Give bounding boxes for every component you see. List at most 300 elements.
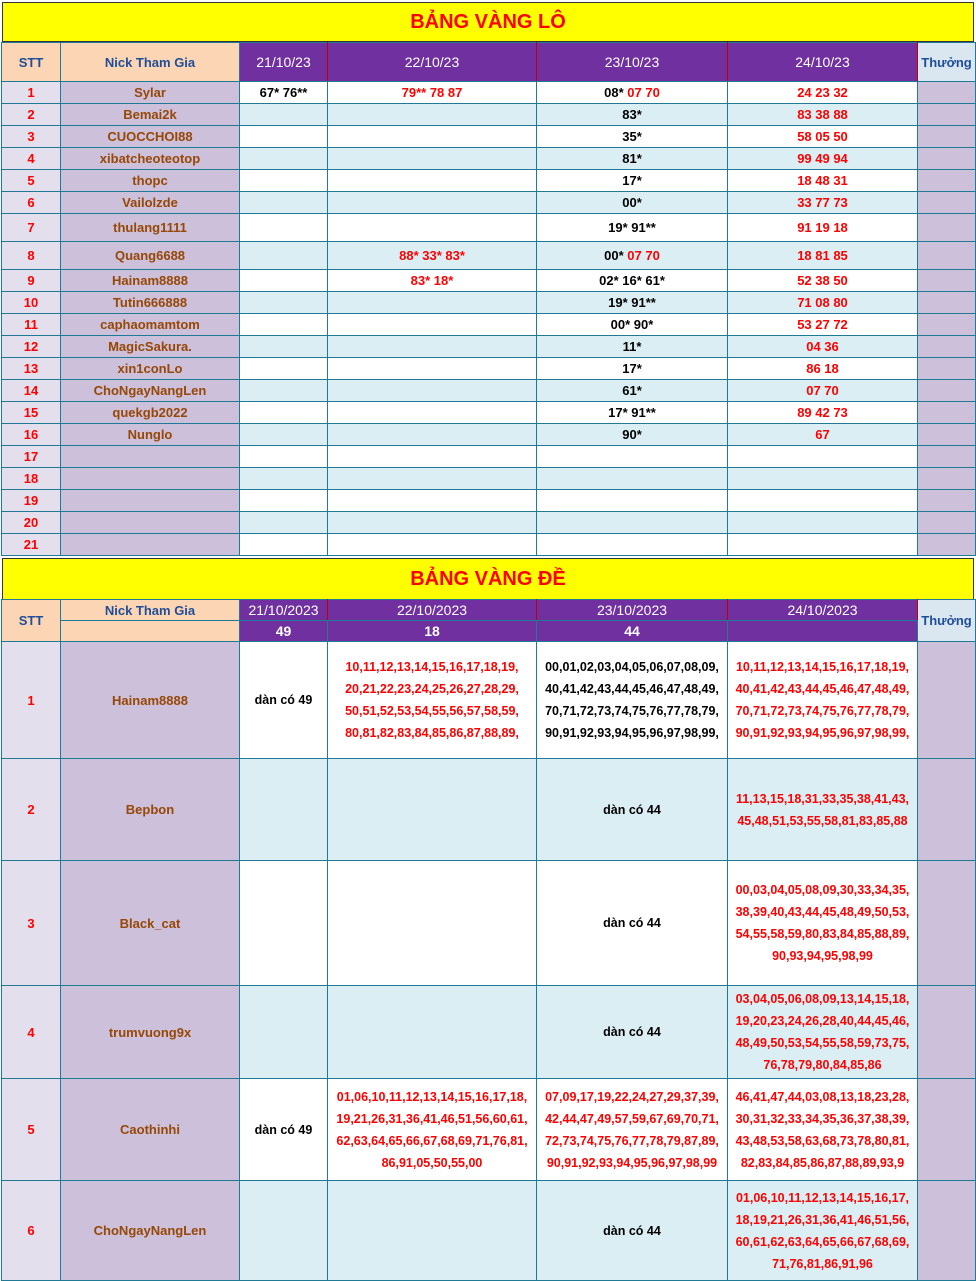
lo-header-date-3: 23/10/23 (537, 43, 728, 82)
de-number-line: 42,44,47,49,57,59,67,69,70,71, (545, 1111, 719, 1126)
lo-header-stt: STT (2, 43, 61, 82)
lo-row-day-4 (728, 104, 918, 126)
lo-number-text: 89 42 73 (797, 405, 848, 420)
de-row-stt: 3 (2, 861, 61, 986)
lo-row-stt: 9 (2, 270, 61, 292)
de-row-day-1: dàn có 49 (240, 642, 328, 759)
lo-row-day-4 (728, 314, 918, 336)
de-table-row (2, 642, 976, 759)
lo-number-text: 35* (622, 129, 642, 144)
de-row-day-3: dàn có 44 (537, 759, 728, 861)
de-number-line: 70,71,72,73,74,75,76,77,78,79, (545, 704, 719, 718)
lo-row-day-3 (537, 82, 728, 104)
de-number-line: 40,41,42,43,44,45,46,47,48,49, (735, 682, 910, 696)
lo-row-day-3 (537, 270, 728, 292)
lo-table-row (2, 468, 976, 490)
lo-row-day-2 (328, 534, 537, 556)
de-row-nick: Caothinhi (61, 1079, 240, 1181)
lo-row-stt: 3 (2, 126, 61, 148)
lo-header-date-4: 24/10/23 (728, 43, 918, 82)
lo-row-thuong (918, 380, 976, 402)
de-number-line: 82,83,84,85,86,87,88,89,93,9 (740, 1155, 905, 1170)
de-row-stt: 1 (2, 642, 61, 759)
lo-row-day-3 (537, 446, 728, 468)
lo-row-day-4 (728, 82, 918, 104)
lo-table-row (2, 192, 976, 214)
lo-row-stt: 13 (2, 358, 61, 380)
de-row-nick: trumvuong9x (61, 986, 240, 1079)
lo-row-stt: 16 (2, 424, 61, 446)
lo-row-nick: Bemai2k (61, 104, 240, 126)
lo-number-text: 19* 91** (608, 220, 656, 235)
lo-row-day-1 (240, 270, 328, 292)
lo-row-day-3 (537, 292, 728, 314)
lo-row-day-1 (240, 170, 328, 192)
lo-number-text: 07 70 (806, 383, 839, 398)
lo-row-thuong (918, 126, 976, 148)
lo-row-day-2 (328, 148, 537, 170)
de-row-day-2 (328, 986, 537, 1079)
lo-row-thuong (918, 104, 976, 126)
de-table (1, 599, 976, 1281)
de-row-thuong (918, 986, 976, 1079)
de-number-line: 90,91,92,93,94,95,96,97,98,99, (545, 726, 719, 740)
lo-row-day-2 (328, 104, 537, 126)
lo-row-nick: MagicSakura. (61, 336, 240, 358)
lo-row-nick: Sylar (61, 82, 240, 104)
lo-row-day-1 (240, 358, 328, 380)
lo-row-stt: 15 (2, 402, 61, 424)
lo-number-text: 88* 33* 83* (399, 248, 465, 263)
lo-row-day-2 (328, 446, 537, 468)
lo-row-day-1 (240, 336, 328, 358)
lo-row-day-3 (537, 314, 728, 336)
lo-row-nick (61, 512, 240, 534)
de-row-day-1: dàn có 49 (240, 1079, 328, 1181)
de-row-nick: Black_cat (61, 861, 240, 986)
lo-row-day-4 (728, 148, 918, 170)
lo-row-day-2 (328, 214, 537, 242)
de-row-day-4 (728, 642, 918, 759)
de-table-row (2, 1181, 976, 1281)
lo-row-nick: quekgb2022 (61, 402, 240, 424)
lo-row-day-1 (240, 468, 328, 490)
lo-table-row (2, 292, 976, 314)
de-number-line: 38,39,40,43,44,45,48,49,50,53, (735, 905, 910, 919)
lo-number-text: 90* (622, 427, 642, 442)
lo-row-stt: 10 (2, 292, 61, 314)
lo-row-day-1 (240, 534, 328, 556)
de-row-thuong (918, 642, 976, 759)
lo-row-day-4 (728, 424, 918, 446)
lo-table-row (2, 358, 976, 380)
lo-number-text: 91 19 18 (797, 220, 848, 235)
lo-row-day-1 (240, 214, 328, 242)
de-result-4 (728, 621, 918, 642)
de-number-line: 60,61,62,63,64,65,66,67,68,69, (735, 1234, 910, 1249)
lo-row-day-2 (328, 468, 537, 490)
de-header-thuong: Thưởng (918, 600, 976, 642)
lo-number-text: 53 27 72 (797, 317, 848, 332)
lo-row-day-1 (240, 292, 328, 314)
lo-row-nick: Tutin666888 (61, 292, 240, 314)
lo-row-day-4 (728, 126, 918, 148)
de-row-thuong (918, 1181, 976, 1281)
lo-row-day-3 (537, 148, 728, 170)
lo-row-day-1 (240, 82, 328, 104)
de-row-day-1 (240, 861, 328, 986)
lo-row-nick (61, 534, 240, 556)
lo-title-banner (2, 2, 974, 42)
de-row-day-4 (728, 986, 918, 1079)
lo-row-day-3 (537, 126, 728, 148)
lo-row-thuong (918, 358, 976, 380)
lo-row-day-3 (537, 512, 728, 534)
lo-row-stt: 4 (2, 148, 61, 170)
de-header-nick-blank (61, 621, 240, 642)
lo-number-text: 61* (622, 383, 642, 398)
lo-row-thuong (918, 424, 976, 446)
lo-number-text: 00* 90* (610, 317, 654, 332)
lo-number-text: 67 (815, 427, 830, 442)
lo-row-day-3 (537, 358, 728, 380)
lo-row-day-2 (328, 490, 537, 512)
lo-row-day-4 (728, 292, 918, 314)
de-number-line: 72,73,74,75,76,77,78,79,87,89, (545, 1133, 719, 1148)
lo-number-text: 08* (604, 85, 628, 100)
de-number-line: 00,03,04,05,08,09,30,33,34,35, (735, 883, 910, 897)
lo-row-day-1 (240, 424, 328, 446)
de-number-line: 18,19,21,26,31,36,41,46,51,56, (735, 1212, 910, 1227)
de-row-stt: 5 (2, 1079, 61, 1181)
de-number-line: 00,01,02,03,04,05,06,07,08,09, (545, 660, 719, 674)
lo-row-day-2 (328, 292, 537, 314)
de-body (2, 642, 976, 1281)
de-title: BẢNG VÀNG ĐỀ (410, 567, 566, 590)
lo-header-row (2, 43, 976, 82)
de-number-line: 90,91,92,93,94,95,96,97,98,99, (735, 726, 910, 740)
lo-row-day-4 (728, 490, 918, 512)
lo-row-day-4 (728, 242, 918, 270)
de-number-line: 45,48,51,53,55,58,81,83,85,88 (737, 813, 908, 828)
lo-table-row (2, 170, 976, 192)
lo-table-row (2, 446, 976, 468)
lo-number-text: 11* (622, 339, 642, 354)
de-row-day-3 (537, 642, 728, 759)
lo-number-text: 81* (622, 151, 642, 166)
de-header-nick: Nick Tham Gia (61, 600, 240, 621)
lo-row-day-3 (537, 170, 728, 192)
lo-number-text: 17* 91** (608, 405, 656, 420)
de-number-line: 90,91,92,93,94,95,96,97,98,99 (546, 1155, 718, 1170)
lo-row-thuong (918, 402, 976, 424)
de-row-nick: Hainam8888 (61, 642, 240, 759)
de-row-stt: 4 (2, 986, 61, 1079)
lo-row-thuong (918, 468, 976, 490)
de-result-3: 44 (537, 621, 728, 642)
de-number-line: 43,48,53,58,63,68,73,78,80,81, (735, 1133, 910, 1148)
lo-row-day-1 (240, 446, 328, 468)
de-result-2: 18 (328, 621, 537, 642)
de-header-date-1: 21/10/2023 (240, 600, 328, 621)
lo-row-day-4 (728, 192, 918, 214)
lo-row-day-3 (537, 336, 728, 358)
lo-number-text: 83* (622, 107, 642, 122)
de-table-row (2, 861, 976, 986)
de-row-day-2 (328, 861, 537, 986)
lo-number-text: 17* (622, 361, 642, 376)
lo-row-nick: Hainam8888 (61, 270, 240, 292)
lo-row-day-2 (328, 170, 537, 192)
lo-row-thuong (918, 82, 976, 104)
lo-row-day-3 (537, 424, 728, 446)
de-row-day-4 (728, 1079, 918, 1181)
lo-number-text: 17* (622, 173, 642, 188)
lo-row-stt: 1 (2, 82, 61, 104)
lo-row-stt: 6 (2, 192, 61, 214)
lo-number-text: 83 38 88 (797, 107, 848, 122)
de-number-line: 71,76,81,86,91,96 (772, 1256, 873, 1271)
lo-row-day-1 (240, 126, 328, 148)
lo-row-day-1 (240, 314, 328, 336)
lo-row-stt: 18 (2, 468, 61, 490)
de-number-line: 10,11,12,13,14,15,16,17,18,19, (735, 660, 910, 674)
lo-row-thuong (918, 292, 976, 314)
lo-row-nick (61, 490, 240, 512)
lo-row-thuong (918, 214, 976, 242)
lo-number-text: 79** 78 87 (401, 85, 463, 100)
de-number-line: 10,11,12,13,14,15,16,17,18,19, (345, 660, 519, 674)
lo-row-nick: thopc (61, 170, 240, 192)
lo-row-stt: 17 (2, 446, 61, 468)
de-header-date-2: 22/10/2023 (328, 600, 537, 621)
de-row-stt: 6 (2, 1181, 61, 1281)
de-number-line: 50,51,52,53,54,55,56,57,58,59, (345, 704, 519, 718)
lo-row-day-4 (728, 214, 918, 242)
lo-row-nick: CUOCCHOI88 (61, 126, 240, 148)
lo-row-day-2 (328, 242, 537, 270)
de-row-day-1 (240, 759, 328, 861)
lo-table-row (2, 314, 976, 336)
de-row-day-2 (328, 1181, 537, 1281)
de-table-row (2, 759, 976, 861)
lo-number-text: 18 48 31 (797, 173, 848, 188)
lo-table (1, 42, 976, 556)
lo-number-text: 04 36 (806, 339, 839, 354)
lo-row-day-2 (328, 358, 537, 380)
de-number-line: 76,78,79,80,84,85,86 (763, 1058, 882, 1072)
de-row-thuong (918, 861, 976, 986)
de-number-line: 03,04,05,06,08,09,13,14,15,18, (735, 992, 910, 1006)
de-number-line: 01,06,10,11,12,13,14,15,16,17, (735, 1190, 910, 1205)
lo-row-thuong (918, 192, 976, 214)
lo-row-day-4 (728, 270, 918, 292)
lo-table-row (2, 424, 976, 446)
lo-row-thuong (918, 512, 976, 534)
lo-number-text: 00* (604, 248, 628, 263)
de-header-date-4: 24/10/2023 (728, 600, 918, 621)
lo-table-row (2, 534, 976, 556)
lo-row-stt: 11 (2, 314, 61, 336)
de-row-day-2 (328, 1079, 537, 1181)
lo-row-nick: caphaomamtom (61, 314, 240, 336)
lo-row-day-2 (328, 270, 537, 292)
lo-number-text: 07 70 (627, 85, 660, 100)
lo-row-day-4 (728, 380, 918, 402)
de-number-line: 01,06,10,11,12,13,14,15,16,17,18, (336, 1089, 528, 1104)
lo-number-text: 24 23 32 (797, 85, 848, 100)
lo-row-stt: 5 (2, 170, 61, 192)
de-row-thuong (918, 759, 976, 861)
de-row-stt: 2 (2, 759, 61, 861)
de-row-day-1 (240, 986, 328, 1079)
lo-header-date-1: 21/10/23 (240, 43, 328, 82)
lo-table-row (2, 490, 976, 512)
lo-row-day-3 (537, 380, 728, 402)
lo-number-text: 67* 76** (259, 85, 308, 100)
lo-row-day-1 (240, 104, 328, 126)
lo-row-day-2 (328, 336, 537, 358)
lo-table-row (2, 402, 976, 424)
de-number-line: 54,55,58,59,80,83,84,85,88,89, (735, 927, 910, 941)
lo-row-day-1 (240, 242, 328, 270)
lo-number-text: 71 08 80 (797, 295, 848, 310)
de-number-line: 19,21,26,31,36,41,46,51,56,60,61, (336, 1111, 528, 1126)
lo-row-nick: xin1conLo (61, 358, 240, 380)
lo-row-nick (61, 468, 240, 490)
lo-row-day-4 (728, 468, 918, 490)
lo-body (2, 82, 976, 556)
de-table-row (2, 986, 976, 1079)
lo-row-thuong (918, 170, 976, 192)
lo-row-day-3 (537, 490, 728, 512)
lo-table-row (2, 82, 976, 104)
lo-row-nick (61, 446, 240, 468)
lo-table-row (2, 380, 976, 402)
lo-row-day-1 (240, 192, 328, 214)
lo-header-date-2: 22/10/23 (328, 43, 537, 82)
de-number-line: 48,49,50,53,54,55,58,59,73,75, (735, 1036, 910, 1050)
lo-row-stt: 14 (2, 380, 61, 402)
lo-row-nick: xibatcheoteotop (61, 148, 240, 170)
de-number-line: 70,71,72,73,74,75,76,77,78,79, (735, 704, 910, 718)
lo-row-thuong (918, 148, 976, 170)
lo-row-thuong (918, 534, 976, 556)
de-result-1: 49 (240, 621, 328, 642)
lo-row-nick: Quang6688 (61, 242, 240, 270)
lo-row-day-4 (728, 358, 918, 380)
lo-header-thuong: Thưởng (918, 43, 976, 82)
lo-row-thuong (918, 314, 976, 336)
lo-header-nick: Nick Tham Gia (61, 43, 240, 82)
lo-row-nick: thulang1111 (61, 214, 240, 242)
lo-row-stt: 7 (2, 214, 61, 242)
de-result-row (2, 621, 976, 642)
de-header-row (2, 600, 976, 621)
lo-row-day-4 (728, 402, 918, 424)
lo-row-thuong (918, 242, 976, 270)
lo-row-day-1 (240, 402, 328, 424)
lo-row-stt: 12 (2, 336, 61, 358)
lo-row-stt: 8 (2, 242, 61, 270)
de-row-day-1 (240, 1181, 328, 1281)
de-row-day-2 (328, 642, 537, 759)
de-header-date-3: 23/10/2023 (537, 600, 728, 621)
de-row-day-4 (728, 759, 918, 861)
de-row-day-3: dàn có 44 (537, 1181, 728, 1281)
de-row-day-4 (728, 861, 918, 986)
lo-row-day-3 (537, 402, 728, 424)
lo-row-day-2 (328, 512, 537, 534)
lo-number-text: 83* 18* (410, 273, 454, 288)
lo-table-row (2, 104, 976, 126)
lo-number-text: 18 81 85 (797, 248, 848, 263)
de-number-line: 86,91,05,50,55,00 (381, 1155, 483, 1170)
de-number-line: 30,31,32,33,34,35,36,37,38,39, (735, 1111, 910, 1126)
de-row-day-3: dàn có 44 (537, 986, 728, 1079)
de-row-day-3: dàn có 44 (537, 861, 728, 986)
lo-row-nick: ChoNgayNangLen (61, 380, 240, 402)
de-number-line: 07,09,17,19,22,24,27,29,37,39, (545, 1089, 719, 1104)
lo-table-row (2, 512, 976, 534)
de-row-thuong (918, 1079, 976, 1181)
lo-number-text: 86 18 (806, 361, 839, 376)
lo-table-row (2, 148, 976, 170)
de-row-day-2 (328, 759, 537, 861)
lo-row-day-1 (240, 490, 328, 512)
lo-row-thuong (918, 270, 976, 292)
lo-title: BẢNG VÀNG LÔ (410, 10, 566, 33)
lo-row-stt: 21 (2, 534, 61, 556)
de-number-line: 19,20,23,24,26,28,40,44,45,46, (735, 1014, 910, 1028)
lo-table-row (2, 214, 976, 242)
de-row-day-3 (537, 1079, 728, 1181)
de-number-line: 62,63,64,65,66,67,68,69,71,76,81, (336, 1133, 528, 1148)
lo-row-day-4 (728, 534, 918, 556)
lo-number-text: 99 49 94 (797, 151, 848, 166)
lo-row-day-2 (328, 402, 537, 424)
lo-number-text: 58 05 50 (797, 129, 848, 144)
de-row-nick: Bepbon (61, 759, 240, 861)
lo-row-thuong (918, 446, 976, 468)
lo-row-day-4 (728, 446, 918, 468)
lo-number-text: 00* (622, 195, 642, 210)
lo-row-day-4 (728, 336, 918, 358)
lo-row-day-1 (240, 380, 328, 402)
lo-row-thuong (918, 336, 976, 358)
de-number-line: 20,21,22,23,24,25,26,27,28,29, (345, 682, 519, 696)
de-number-line: 80,81,82,83,84,85,86,87,88,89, (345, 726, 519, 740)
lo-row-day-4 (728, 170, 918, 192)
lo-row-day-3 (537, 214, 728, 242)
lo-table-row (2, 270, 976, 292)
lo-table-row (2, 242, 976, 270)
de-number-line: 11,13,15,18,31,33,35,38,41,43, (735, 791, 910, 806)
lo-row-stt: 19 (2, 490, 61, 512)
de-row-nick: ChoNgayNangLen (61, 1181, 240, 1281)
lo-row-day-2 (328, 314, 537, 336)
lo-row-stt: 2 (2, 104, 61, 126)
lo-number-text: 52 38 50 (797, 273, 848, 288)
lo-row-day-2 (328, 380, 537, 402)
lo-row-thuong (918, 490, 976, 512)
lo-table-row (2, 126, 976, 148)
lo-row-day-2 (328, 192, 537, 214)
lo-row-nick: Nunglo (61, 424, 240, 446)
lo-row-day-3 (537, 192, 728, 214)
lo-row-day-2 (328, 126, 537, 148)
de-header-stt: STT (2, 600, 61, 642)
